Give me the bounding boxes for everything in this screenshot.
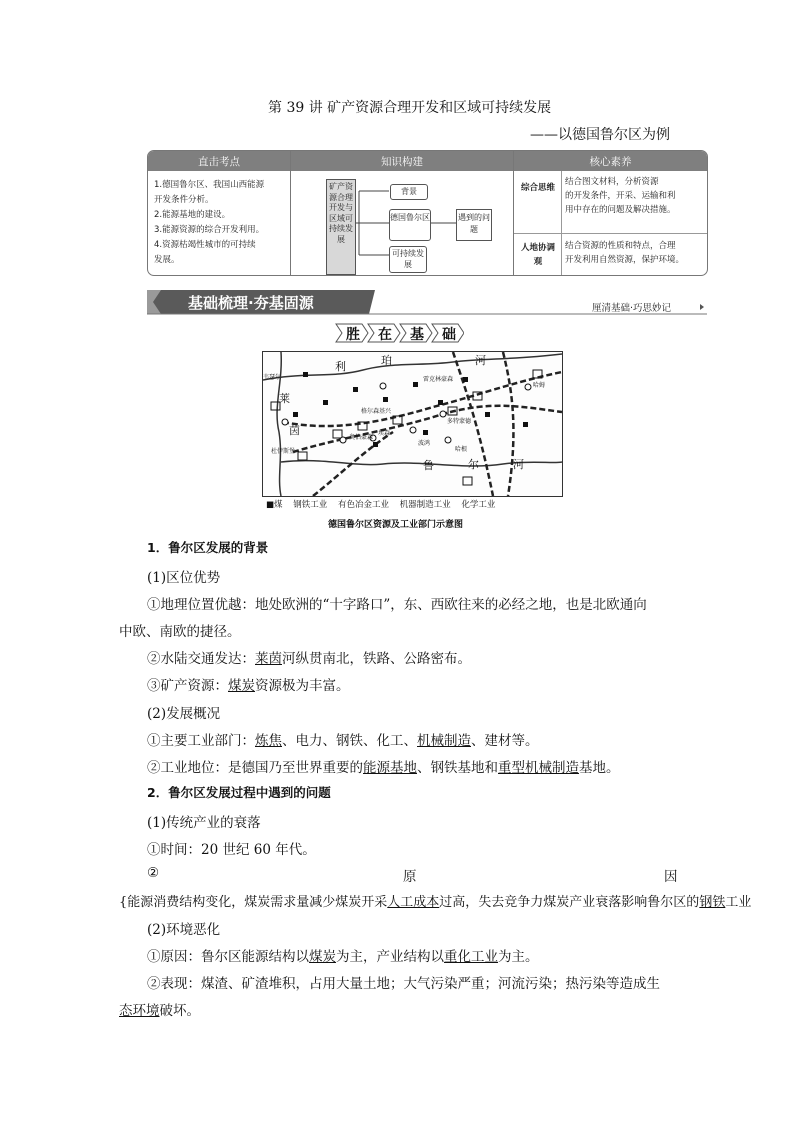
map-city: 哈姆: [533, 382, 546, 389]
text: ①原因：鲁尔区能源结构以: [147, 949, 309, 965]
col-head-literacy: 核心素养: [514, 151, 707, 171]
literacy-name: 综合思维: [520, 183, 555, 193]
paragraph: ①地理位置优越：地处欧洲的“十字路口”，东、西欧往来的必经之地，也是北欧通向: [147, 597, 647, 613]
text: 、电力、钢铁、化工、: [282, 733, 417, 749]
answer-blank: 机械制造: [417, 733, 471, 749]
answer-blank: 莱茵: [255, 651, 282, 667]
text: 过高，失去竞争力煤炭产业衰落影响鲁尔区的: [439, 895, 700, 910]
paragraph: ②表现：煤渣、矿渣堆积，占用大量土地；大气污染严重；河流污染；热污染等造成生: [147, 976, 660, 992]
lesson-title: 第 39 讲 矿产资源合理开发和区域可持续发展: [268, 100, 552, 116]
exam-point: 3.能源资源的综合开发利用。: [154, 225, 265, 235]
text: ②工业地位：是德国乃至世界重要的: [147, 760, 363, 776]
map-label-ruhr: 河: [513, 458, 524, 471]
answer-blank: 人工成本: [387, 895, 440, 910]
literacy-desc-line: 结合资源的性质和特点，合理: [565, 241, 676, 251]
sub-heading: (1)区位优势: [147, 570, 221, 586]
paragraph: [119, 891, 794, 910]
exam-point: 2.能源基地的建设。: [154, 210, 231, 220]
legend-item: 机器制造工业: [399, 500, 451, 510]
map-city: 哈根: [455, 446, 468, 453]
paragraph: [147, 729, 539, 749]
exam-point: 4.资源枯竭性城市的可持续: [154, 240, 256, 250]
legend-item: 化学工业: [461, 500, 496, 510]
text: {能源消费结构变化，煤炭需求量减少煤炭开采: [119, 895, 388, 910]
sub-heading: (1)传统产业的衰落: [147, 815, 261, 831]
answer-blank: 态环境: [119, 1003, 160, 1019]
text: 为主，产业结构以: [336, 949, 444, 965]
map-city: 波鸿: [418, 440, 431, 447]
text: ②水陆交通发达：: [147, 651, 255, 667]
ribbon-char: 胜: [346, 327, 360, 343]
paragraph: 中欧、南欧的捷径。: [119, 624, 241, 640]
map-city: 韦瑟尔: [263, 374, 282, 381]
paragraph: [147, 674, 350, 694]
lesson-subtitle: ——以德国鲁尔区为例: [530, 127, 670, 143]
answer-blank: 重化工业: [444, 949, 498, 965]
map-city: 多特蒙德: [447, 418, 472, 425]
literacy-desc-line: 用中存在的问题及解决措施。: [565, 205, 676, 215]
ribbon-char: 础: [442, 327, 456, 343]
section-heading: 1．鲁尔区发展的背景: [147, 540, 269, 555]
text: 为主。: [498, 949, 539, 965]
text: ①主要工业部门：: [147, 733, 255, 749]
map-city: 杜伊斯堡: [271, 448, 296, 455]
text: 资源极为丰富。: [255, 678, 350, 694]
paragraph-marker: ②: [147, 865, 160, 881]
banner-title: 基础梳理·夯基固源: [188, 294, 314, 312]
sub-heading: (2)发展概况: [147, 706, 221, 722]
literacy-desc: [565, 175, 676, 217]
col-head-knowledge: 知识构建: [291, 151, 513, 171]
exam-point-list: [154, 178, 264, 268]
map-label-lippe: 河: [475, 354, 486, 367]
map-city: 埃森: [378, 430, 391, 437]
text: ③矿产资源：: [147, 678, 228, 694]
diagram-node-sustainable: 可持续发展: [389, 246, 427, 273]
map-drawing: [263, 352, 562, 496]
paragraph-word: 因: [664, 869, 678, 885]
paragraph: [147, 647, 471, 667]
text: 、钢铁基地和: [417, 760, 498, 776]
literacy-desc-line: 结合图文材料，分析资源: [565, 177, 659, 187]
exam-point: 1.德国鲁尔区、我国山西能源: [154, 180, 265, 190]
literacy-desc: [565, 239, 684, 267]
map-label-rhine: 茵: [289, 424, 300, 437]
legend-item: ■煤: [266, 500, 283, 510]
col-head-exam-points: 直击考点: [148, 151, 290, 171]
answer-blank: 炼焦: [255, 733, 282, 749]
paragraph: [147, 756, 620, 776]
answer-blank: 煤炭: [309, 949, 336, 965]
paragraph: ①时间：20 世纪 60 年代。: [147, 842, 316, 858]
text: 基地。: [579, 760, 620, 776]
literacy-name: 人地协调观: [520, 243, 555, 267]
ribbon: [334, 322, 464, 344]
paragraph: [119, 999, 200, 1019]
exam-point: 发展。: [154, 255, 180, 265]
section-heading: 2．鲁尔区发展过程中遇到的问题: [147, 785, 331, 800]
answer-blank: 钢铁: [699, 895, 726, 910]
literacy-desc-line: 的开发条件，开采、运输和利: [565, 191, 676, 201]
map-label-ruhr: 鲁: [423, 459, 434, 472]
diagram-node-background: 背景: [390, 184, 428, 200]
diagram-node-ruhr: 德国鲁尔区: [389, 209, 431, 241]
banner-slogan: 厘清基础·巧思妙记: [592, 303, 672, 314]
map-label-rhine: 莱: [279, 392, 290, 405]
map-label-ruhr: 尔: [468, 458, 479, 471]
exam-point: 开发条件分析。: [154, 195, 214, 205]
diagram-node-problems: 遇到的问题: [456, 209, 492, 241]
text: 河纵贯南北，铁路、公路密布。: [282, 651, 471, 667]
answer-blank: 重型机械制造: [498, 760, 579, 776]
ribbon-char: 在: [378, 327, 392, 343]
text: 破坏。: [159, 1003, 200, 1019]
map-label-lippe: 利: [335, 360, 346, 373]
text: 工业: [725, 895, 752, 910]
paragraph-word: 原: [403, 869, 417, 885]
map-label-lippe: 珀: [381, 354, 392, 367]
ruhr-map: [262, 351, 563, 497]
text: 、建材等。: [471, 733, 539, 749]
map-city: 奥伯豪森: [349, 434, 374, 441]
answer-blank: 能源基地: [363, 760, 417, 776]
paragraph: [147, 945, 539, 965]
map-city: 格尔森基兴: [361, 408, 392, 415]
answer-blank: 煤炭: [228, 678, 255, 694]
legend-item: 有色冶金工业: [337, 500, 389, 510]
sub-heading: (2)环境恶化: [147, 922, 221, 938]
map-caption: 德国鲁尔区资源及工业部门示意图: [328, 520, 464, 530]
map-legend: [266, 498, 503, 510]
ribbon-char: 基: [410, 327, 424, 343]
literacy-desc-line: 开发利用自然资源，保护环境。: [565, 255, 685, 265]
diagram-root-node: 矿产资源合理开发与区域可持续发展: [326, 179, 356, 275]
legend-item: 钢铁工业: [293, 500, 328, 510]
summary-table: [147, 150, 708, 276]
map-city: 雷克林豪森: [423, 376, 454, 383]
